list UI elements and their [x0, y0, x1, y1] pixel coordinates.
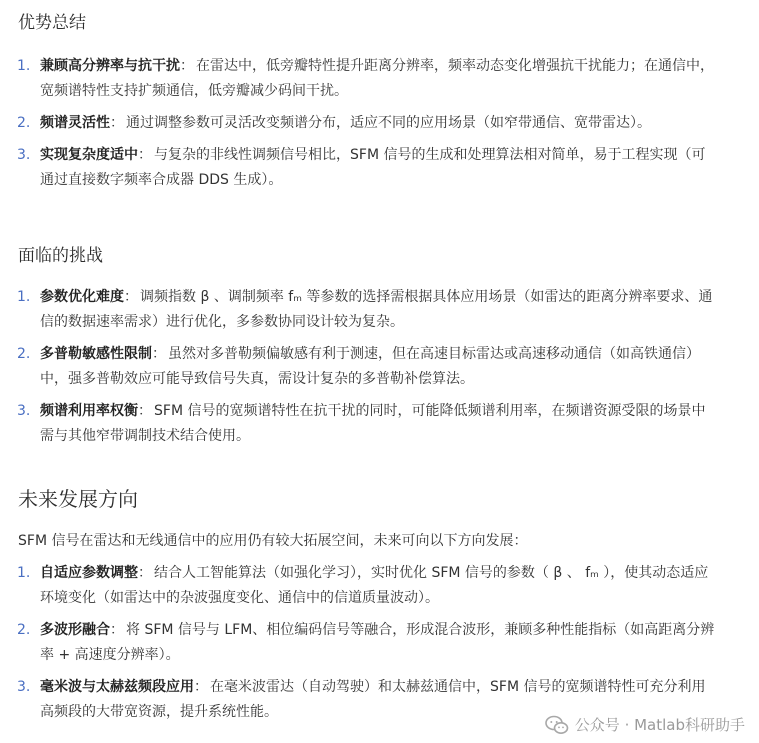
list-item [0, 342, 759, 392]
watermark [545, 715, 745, 735]
list-item [0, 618, 759, 668]
colon: ： [110, 115, 124, 131]
future-list [0, 561, 759, 725]
item-term: 毫米波与太赫兹频段应用 [40, 679, 194, 695]
item-number: 3. [17, 679, 31, 695]
colon: ： [138, 403, 152, 419]
list-item [0, 54, 759, 104]
item-term: 多普勒敏感性限制 [40, 346, 152, 362]
item-term: 兼顾高分辨率与抗干扰 [40, 58, 180, 74]
item-text: 通过调整参数可灵活改变频谱分布，适应不同的应用场景（如窄带通信、宽带雷达）。 [126, 115, 651, 131]
list-item [0, 143, 759, 193]
challenges-list [0, 285, 759, 449]
item-number: 3. [17, 147, 31, 163]
item-number: 2. [17, 115, 31, 131]
colon: ： [138, 565, 152, 581]
list-item [0, 285, 759, 335]
colon: ： [194, 679, 208, 695]
colon: ： [124, 289, 138, 305]
item-text: 在雷达中，低旁瓣特性提升距离分辨率，频率动态变化增强抗干扰能力；在通信中，宽频谱特性支持扩频通信，低旁瓣减少码间干扰。 [40, 58, 714, 99]
item-text: 将 SFM 信号与 LFM、相位编码信号等融合，形成混合波形，兼顾多种性能指标（如高距离分辨率 + 高速度分辨率）。 [40, 622, 715, 663]
item-term: 实现复杂度适中 [40, 147, 138, 163]
item-number: 1. [17, 58, 31, 74]
wechat-icon [545, 715, 569, 735]
item-number: 1. [17, 565, 31, 581]
colon: ： [138, 147, 152, 163]
item-text: 调频指数 β 、调制频率 fₘ 等参数的选择需根据具体应用场景（如雷达的距离分辨率要求、通信的数据速率需求）进行优化，多参数协同设计较为复杂。 [40, 289, 713, 330]
future-intro: SFM 信号在雷达和无线通信中的应用仍有较大拓展空间，未来可向以下方向发展： [18, 533, 528, 549]
future-heading: 未来发展方向 [18, 487, 138, 511]
item-term: 多波形融合 [40, 622, 110, 638]
item-text: 与复杂的非线性调频信号相比，SFM 信号的生成和处理算法相对简单，易于工程实现（可通过直接数字频率合成器 DDS 生成）。 [40, 147, 706, 188]
list-item [0, 561, 759, 611]
advantages-heading: 优势总结 [18, 13, 86, 33]
watermark-text: 公众号 · Matlab科研助手 [574, 716, 745, 734]
item-number: 2. [17, 622, 31, 638]
item-text: 虽然对多普勒频偏敏感有利于测速，但在高速目标雷达或高速移动通信（如高铁通信）中，强多普勒效应可能导致信号失真，需设计复杂的多普勒补偿算法。 [40, 346, 700, 387]
item-term: 参数优化难度 [40, 289, 124, 305]
item-term: 频谱利用率权衡 [40, 403, 138, 419]
item-text: 结合人工智能算法（如强化学习），实时优化 SFM 信号的参数（ β 、 fₘ ），使其动态适应环境变化（如雷达中的杂波强度变化、通信中的信道质量波动）。 [40, 565, 709, 606]
item-text: SFM 信号的宽频谱特性在抗干扰的同时，可能降低频谱利用率，在频谱资源受限的场景中需与其他窄带调制技术结合使用。 [40, 403, 706, 444]
list-item [0, 399, 759, 449]
item-text: 在毫米波雷达（自动驾驶）和太赫兹通信中，SFM 信号的宽频谱特性可充分利用高频段的大带宽资源，提升系统性能。 [40, 679, 706, 720]
colon: ： [152, 346, 166, 362]
list-item [0, 111, 759, 136]
colon: ： [110, 622, 124, 638]
item-number: 1. [17, 289, 31, 305]
item-term: 自适应参数调整 [40, 565, 138, 581]
item-number: 2. [17, 346, 31, 362]
colon: ： [180, 58, 194, 74]
item-number: 3. [17, 403, 31, 419]
challenges-heading: 面临的挑战 [18, 246, 103, 266]
advantages-list [0, 54, 759, 193]
item-term: 频谱灵活性 [40, 115, 110, 131]
